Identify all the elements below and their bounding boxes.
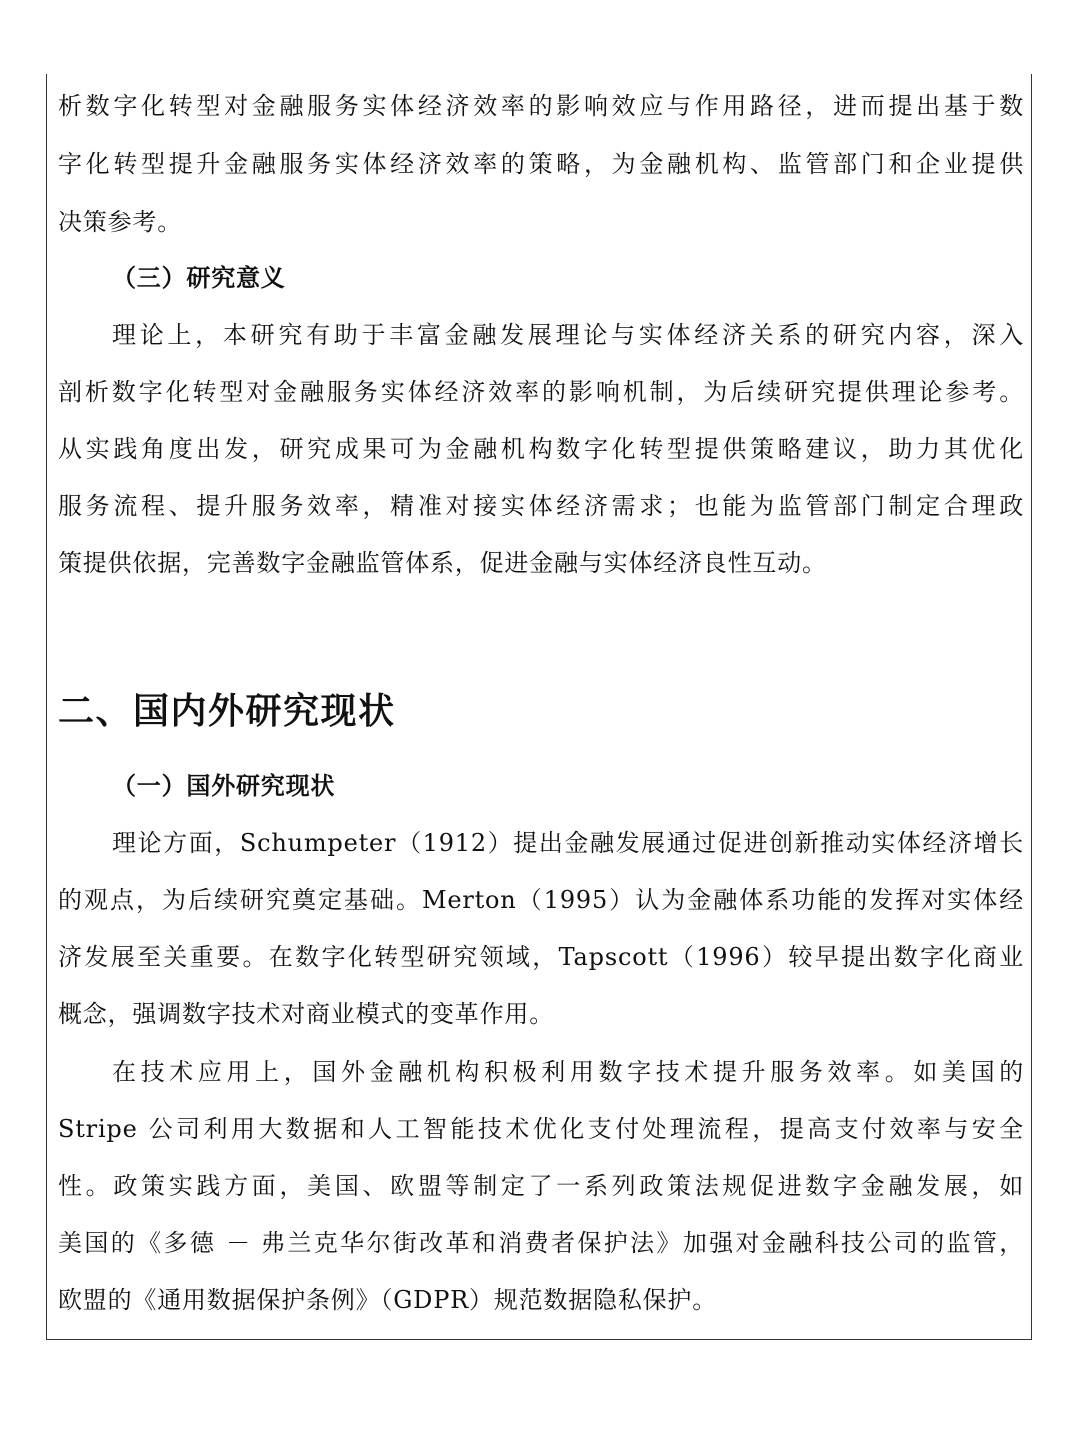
body-text-line: 美国的《多德 － 弗兰克华尔街改革和消费者保护法》加强对金融科技公司的监管， (58, 1229, 1024, 1257)
body-text-line: 析数字化转型对金融服务实体经济效率的影响效应与作用路径，进而提出基于数 (58, 92, 1024, 120)
body-text-line: 性。政策实践方面，美国、欧盟等制定了一系列政策法规促进数字金融发展，如 (58, 1172, 1024, 1200)
body-text-line: 概念，强调数字技术对商业模式的变革作用。 (58, 1000, 554, 1028)
body-text-line: 理论上，本研究有助于丰富金融发展理论与实体经济关系的研究内容，深入 (112, 321, 1024, 349)
subheading-foreign-research: （一）国外研究现状 (112, 771, 336, 800)
subheading-research-significance: （三）研究意义 (112, 263, 286, 292)
body-text-line: 在技术应用上，国外金融机构积极利用数字技术提升服务效率。如美国的 (112, 1058, 1024, 1086)
body-text-line: 字化转型提升金融服务实体经济效率的策略，为金融机构、监管部门和企业提供 (58, 150, 1024, 178)
section-title: 二、国内外研究现状 (58, 690, 396, 732)
body-text-line: Stripe 公司利用大数据和人工智能技术优化支付处理流程，提高支付效率与安全 (58, 1115, 1024, 1143)
body-text-line: 济发展至关重要。在数字化转型研究领域，Tapscott（1996）较早提出数字化商业 (58, 943, 1024, 971)
body-text-line: 策提供依据，完善数字金融监管体系，促进金融与实体经济良性互动。 (58, 549, 827, 577)
body-text-line: 的观点，为后续研究奠定基础。Merton（1995）认为金融体系功能的发挥对实体经 (58, 886, 1024, 914)
body-text-line: 理论方面，Schumpeter（1912）提出金融发展通过促进创新推动实体经济增长 (112, 829, 1024, 857)
body-text-line: 决策参考。 (58, 208, 182, 236)
body-text-line: 从实践角度出发，研究成果可为金融机构数字化转型提供策略建议，助力其优化 (58, 435, 1024, 463)
body-text-line: 服务流程、提升服务效率，精准对接实体经济需求；也能为监管部门制定合理政 (58, 492, 1024, 520)
body-text-line: 剖析数字化转型对金融服务实体经济效率的影响机制，为后续研究提供理论参考。 (58, 378, 1024, 406)
body-text-line: 欧盟的《通用数据保护条例》（GDPR）规范数据隐私保护。 (58, 1286, 718, 1314)
